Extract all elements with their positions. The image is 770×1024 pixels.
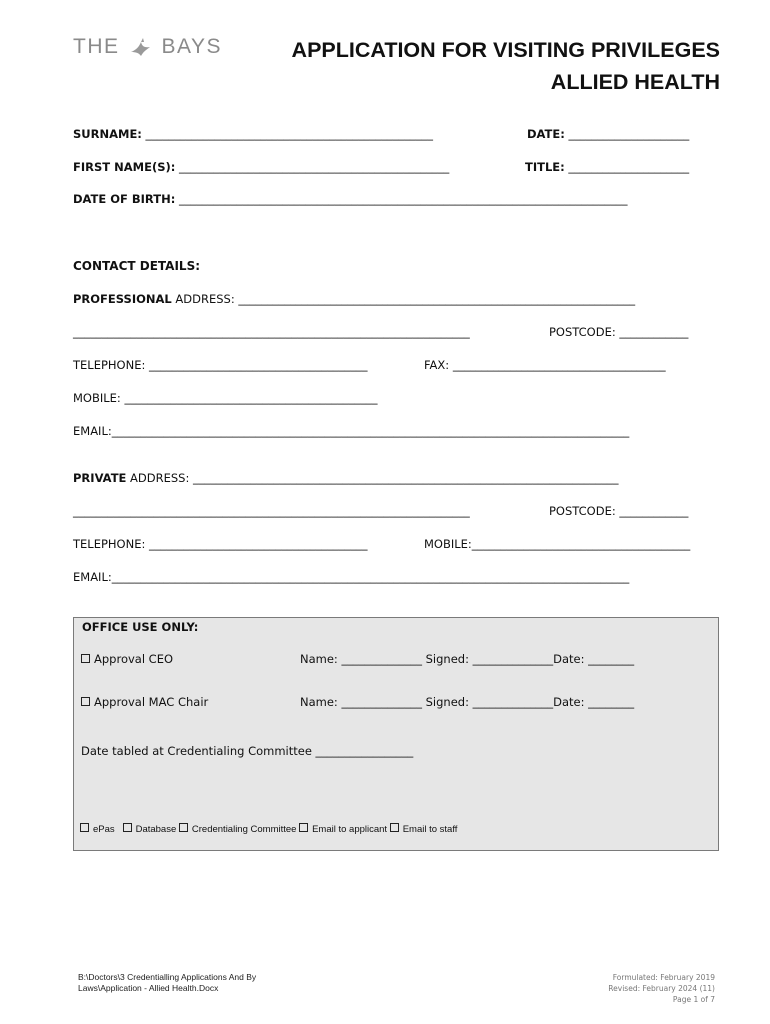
address-label: ADDRESS: [171, 292, 239, 306]
professional-postcode-field[interactable]: POSTCODE: ____________ [549, 325, 689, 339]
surname-blank: __________________________________________________ [141, 127, 434, 141]
approval-ceo-checkbox[interactable] [81, 652, 173, 666]
checkbox-icon[interactable] [81, 697, 90, 706]
date-field[interactable] [527, 127, 689, 141]
professional-mobile-field[interactable]: MOBILE: ____________________________________________ [73, 391, 378, 405]
professional-telephone-field[interactable]: TELEPHONE: ______________________________________ [73, 358, 368, 372]
bird-icon [128, 34, 154, 60]
professional-address-line-2[interactable]: _____________________________________________________________________ [73, 325, 470, 339]
surname-label: SURNAME: [73, 127, 142, 141]
dob-label: DATE OF BIRTH: [73, 192, 176, 206]
footer-file-path [78, 972, 256, 994]
check-email-applicant[interactable]: Email to applicant [299, 824, 387, 835]
surname-field[interactable] [73, 127, 433, 141]
date-blank: _____________________ [564, 127, 690, 141]
distribution-checklist [80, 823, 457, 835]
the-bays-logo [73, 33, 222, 61]
office-use-box [73, 617, 719, 851]
private-address-blank: __________________________________________________________________________ [193, 471, 619, 485]
private-address-label: ADDRESS: [126, 471, 194, 485]
private-address-line-2[interactable]: _____________________________________________________________________ [73, 504, 470, 518]
logo-text-left: THE [73, 35, 120, 58]
private-postcode-field[interactable]: POSTCODE: ____________ [549, 504, 689, 518]
date-tabled-field[interactable]: Date tabled at Credentialing Committee _________________ [81, 744, 414, 758]
check-email-staff[interactable]: Email to staff [390, 824, 458, 835]
fax-field[interactable]: FAX: _____________________________________ [424, 358, 666, 372]
title-line-2: ALLIED HEALTH [550, 70, 720, 94]
page-number: Page 1 of 7 [672, 995, 715, 1004]
private-mobile-field[interactable]: MOBILE:______________________________________ [424, 537, 691, 551]
first-names-field[interactable] [73, 160, 449, 174]
office-use-heading: OFFICE USE ONLY: [82, 620, 199, 634]
formulated-date: Formulated: February 2019 [612, 973, 715, 982]
check-epas[interactable]: ePas [80, 824, 115, 835]
checkbox-icon[interactable] [390, 823, 399, 832]
footer-revision-info [608, 972, 715, 1005]
mac-name-signed-date[interactable]: Name: ______________ Signed: ______________Date: ________ [300, 695, 635, 709]
check-credentialing-committee[interactable]: Credentialing Committee [179, 824, 297, 835]
checkbox-icon[interactable] [299, 823, 308, 832]
first-names-label: FIRST NAME(S): [73, 160, 176, 174]
logo-text-right: BAYS [161, 35, 222, 58]
professional-label: PROFESSIONAL [73, 292, 172, 306]
private-telephone-field[interactable]: TELEPHONE: ______________________________________ [73, 537, 368, 551]
file-path-line-2: Laws\Application - Allied Health.Docx [78, 983, 219, 993]
title-label: TITLE: [525, 160, 565, 174]
first-names-blank: _______________________________________________ [175, 160, 450, 174]
checkbox-icon[interactable] [123, 823, 132, 832]
title-line-1: APPLICATION FOR VISITING PRIVILEGES [291, 38, 720, 62]
checkbox-icon[interactable] [179, 823, 188, 832]
private-email-field[interactable]: EMAIL:__________________________________________________________________________________________ [73, 570, 630, 584]
professional-address-blank: _____________________________________________________________________ [238, 292, 636, 306]
date-of-birth-field[interactable] [73, 192, 628, 206]
approval-mac-label: Approval MAC Chair [94, 695, 209, 709]
dob-blank: ______________________________________________________________________________ [175, 192, 628, 206]
approval-mac-chair-checkbox[interactable] [81, 695, 208, 709]
professional-address-field[interactable] [73, 292, 635, 306]
revised-date: Revised: February 2024 (11) [608, 984, 715, 993]
date-label: DATE: [527, 127, 565, 141]
checkbox-icon[interactable] [81, 654, 90, 663]
checkbox-icon[interactable] [80, 823, 89, 832]
private-label: PRIVATE [73, 471, 127, 485]
ceo-name-signed-date[interactable]: Name: ______________ Signed: ______________Date: ________ [300, 652, 635, 666]
document-title [250, 34, 720, 98]
approval-ceo-label: Approval CEO [94, 652, 174, 666]
title-field[interactable] [525, 160, 689, 174]
title-blank: _____________________ [564, 160, 690, 174]
check-database[interactable]: Database [123, 824, 177, 835]
contact-details-heading: CONTACT DETAILS: [73, 259, 201, 273]
professional-email-field[interactable]: EMAIL:__________________________________________________________________________________________ [73, 424, 630, 438]
private-address-field[interactable] [73, 471, 619, 485]
file-path-line-1: B:\Doctors\3 Credentialling Applications And By [78, 972, 257, 982]
